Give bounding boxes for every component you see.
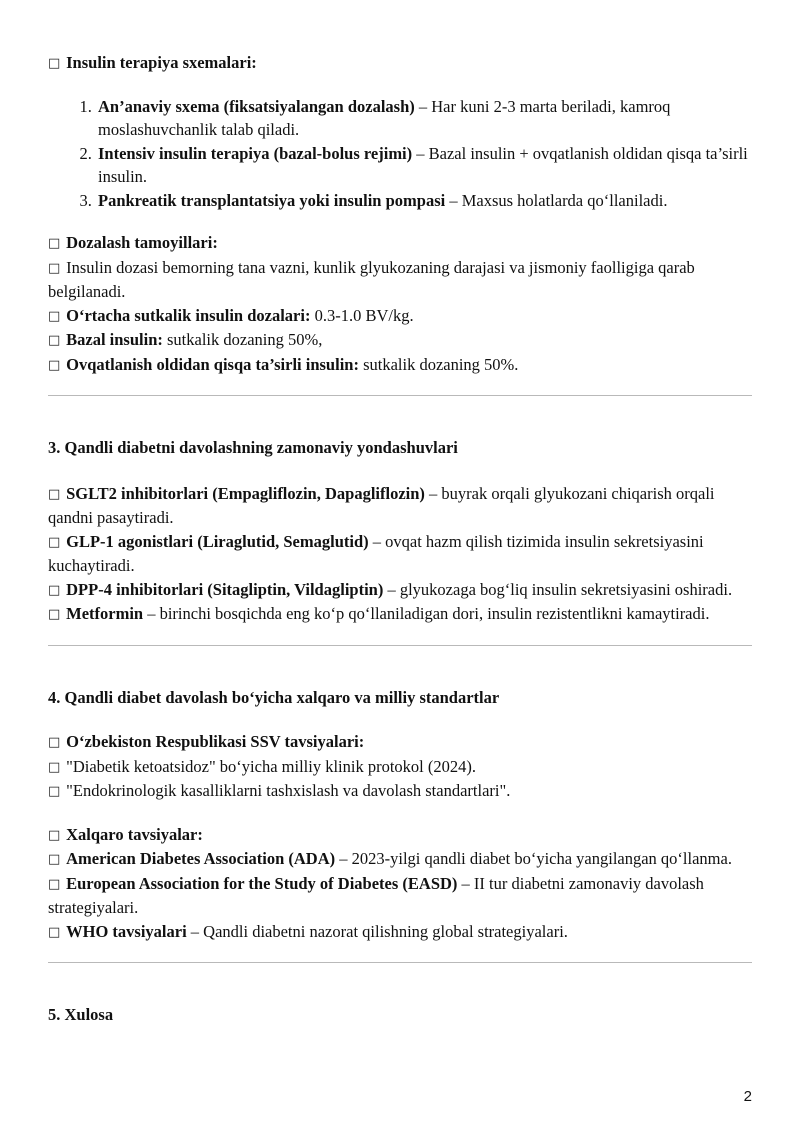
bullet-box-icon: □ bbox=[48, 357, 61, 373]
uz-title: □ O‘zbekiston Respublikasi SSV tavsiyalari: bbox=[48, 730, 752, 755]
bullet-box-icon: □ bbox=[48, 56, 61, 71]
list-item: □ GLP-1 agonistlari (Liraglutid, Semaglutid) – ovqat hazm qilish tizimida insulin sekretsiyasini kuchaytiradi. bbox=[48, 531, 704, 575]
bullet-box-icon: □ bbox=[48, 582, 61, 598]
bullet-box-icon: □ bbox=[48, 827, 61, 843]
section-divider bbox=[48, 395, 752, 396]
list-item: 3. Pankreatik transplantatsiya yoki insulin pompasi – Maxsus holatlarda qo‘llaniladi. bbox=[96, 189, 752, 213]
bullet-box-icon: □ bbox=[48, 308, 61, 324]
dosing-title: □ Dozalash tamoyillari: bbox=[48, 231, 752, 256]
bullet-box-icon: □ bbox=[48, 759, 61, 775]
list-item: □ European Association for the Study of Diabetes (EASD) – II tur diabetni zamonaviy davolash strategiyalari. bbox=[48, 873, 704, 917]
section-divider bbox=[48, 962, 752, 963]
uz-recommendations bbox=[48, 730, 752, 804]
list-item: □ SGLT2 inhibitorlari (Empagliflozin, Dapagliflozin) – buyrak orqali glyukozani chiqarish orqali qandni pasaytiradi. bbox=[48, 483, 715, 527]
dosing-line: □ Bazal insulin: sutkalik dozaning 50%, bbox=[48, 328, 752, 353]
insulin-schemes-title: □ Insulin terapiya sxemalari: bbox=[48, 51, 752, 76]
bullet-box-icon: □ bbox=[48, 236, 61, 251]
list-item: □ DPP-4 inhibitorlari (Sitagliptin, Vildagliptin) – glyukozaga bog‘liq insulin sekretsiyasini oshiradi. bbox=[48, 578, 752, 603]
section-5-heading: 5. Xulosa bbox=[48, 1005, 114, 1024]
section-4-heading: 4. Qandli diabet davolash bo‘yicha xalqaro va milliy standartlar bbox=[48, 687, 500, 707]
bullet-box-icon: □ bbox=[48, 784, 61, 799]
section-divider bbox=[48, 645, 752, 646]
dosing-line: □ O‘rtacha sutkalik insulin dozalari: 0.3-1.0 BV/kg. bbox=[48, 304, 752, 329]
bullet-box-icon: □ bbox=[48, 607, 61, 622]
list-item: □ WHO tavsiyalari – Qandli diabetni nazorat qilishning global strategiyalari. bbox=[48, 920, 752, 945]
list-item: □ "Diabetik ketoatsidoz" bo‘yicha milliy klinik protokol (2024). bbox=[48, 755, 752, 780]
section-3-list bbox=[48, 482, 752, 627]
bullet-box-icon: □ bbox=[48, 333, 61, 348]
bullet-box-icon: □ bbox=[48, 924, 61, 940]
bullet-box-icon: □ bbox=[48, 486, 61, 502]
intl-recommendations bbox=[48, 823, 752, 945]
page-number: 2 bbox=[743, 1088, 752, 1105]
list-item: 1. An’anaviy sxema (fiksatsiyalangan dozalash) – Har kuni 2-3 marta beriladi, kamroq moslashuvchanlik talab qiladi. bbox=[96, 95, 752, 142]
bullet-box-icon: □ bbox=[48, 260, 61, 276]
list-item: □ "Endokrinologik kasalliklarni tashxislash va davolash standartlari". bbox=[48, 779, 752, 804]
document-page bbox=[48, 50, 752, 1027]
section-3-heading: 3. Qandli diabetni davolashning zamonaviy yondashuvlari bbox=[48, 438, 458, 457]
bullet-box-icon: □ bbox=[48, 876, 61, 892]
dosing-line: □ Insulin dozasi bemorning tana vazni, kunlik glyukozaning darajasi va jismoniy faolligiga qarab belgilanadi. bbox=[48, 257, 695, 301]
bullet-box-icon: □ bbox=[48, 852, 61, 867]
intl-title: □ Xalqaro tavsiyalar: bbox=[48, 823, 752, 848]
bullet-box-icon: □ bbox=[48, 735, 61, 750]
bullet-box-icon: □ bbox=[48, 534, 61, 550]
list-item: □ Metformin – birinchi bosqichda eng ko‘p qo‘llaniladigan dori, insulin rezistentlikni kamaytiradi. bbox=[48, 602, 752, 627]
insulin-schemes-list bbox=[48, 95, 752, 213]
dosing-line: □ Ovqatlanish oldidan qisqa ta’sirli insulin: sutkalik dozaning 50%. bbox=[48, 353, 752, 378]
list-item: □ American Diabetes Association (ADA) – 2023-yilgi qandli diabet bo‘yicha yangilangan qo‘llanma. bbox=[48, 847, 752, 872]
list-item: 2. Intensiv insulin terapiya (bazal-bolus rejimi) – Bazal insulin + ovqatlanish oldidan qisqa ta’sirli insulin. bbox=[96, 142, 752, 189]
